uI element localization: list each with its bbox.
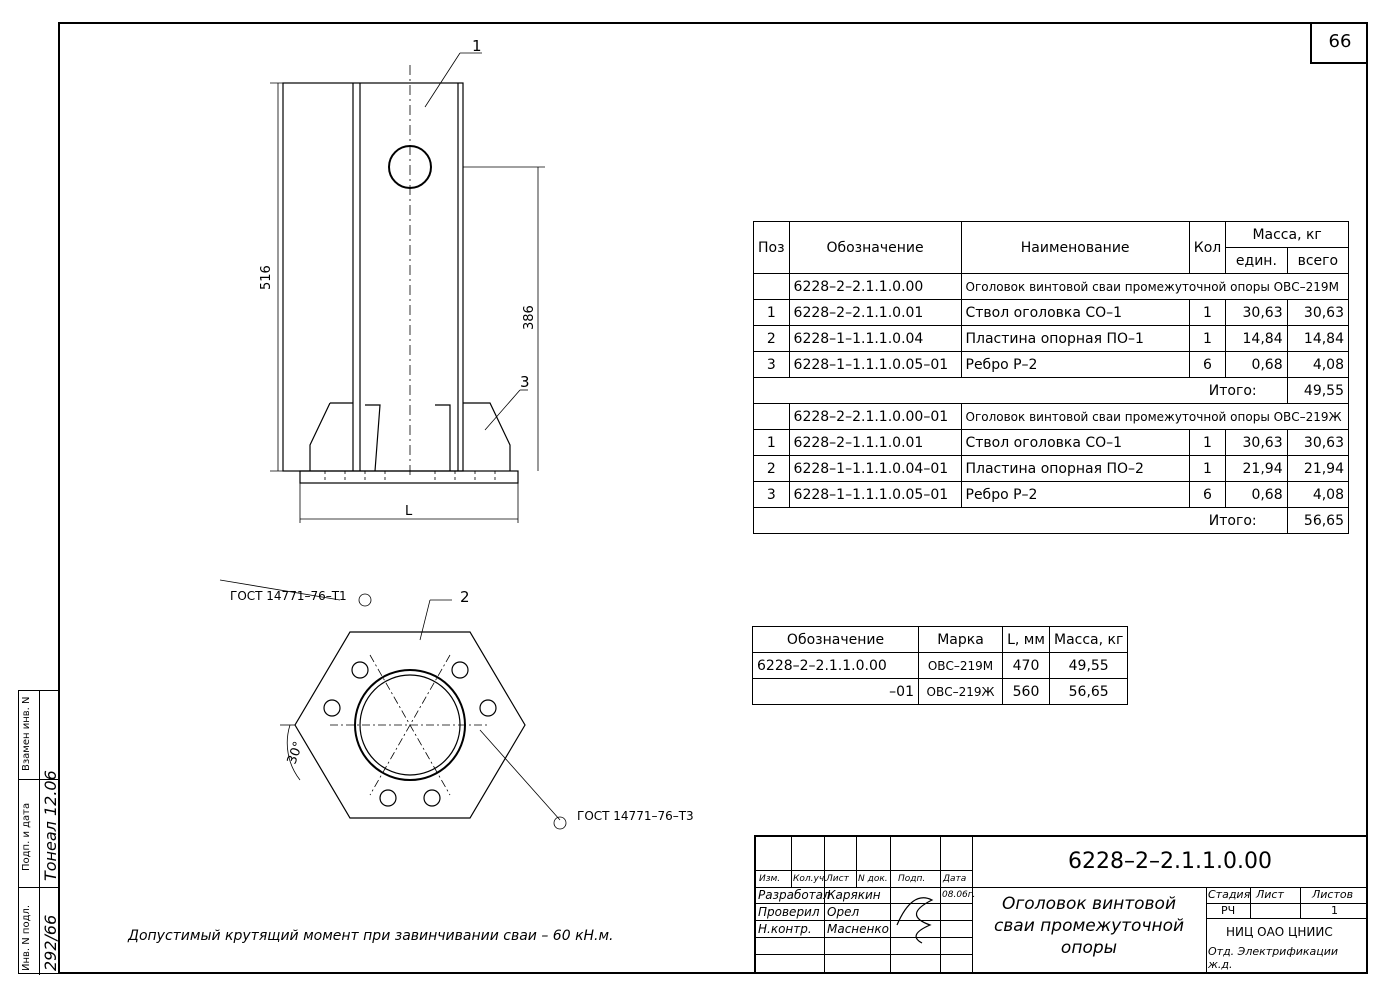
date-developer: 08.06г. [942, 890, 976, 900]
angle-label: 30° [284, 739, 307, 767]
table-row [754, 430, 1349, 456]
variant-header-mark: Марка [919, 627, 1003, 653]
inv-orig-label: Инв. N подл. [21, 904, 32, 971]
header-unit: един. [1226, 248, 1287, 274]
dim-386-label: 386 [522, 305, 537, 330]
row-designation: 6228–2–2.1.1.0.01 [789, 300, 961, 326]
name-developer: Карякин [827, 888, 881, 902]
row-total-mass: 21,94 [1287, 456, 1348, 482]
row-pos: 2 [754, 326, 790, 352]
header-name: Наименование [961, 222, 1189, 274]
row-qty: 1 [1189, 326, 1225, 352]
table-row [753, 653, 1128, 679]
group-1-total-row [754, 378, 1349, 404]
row-unit-mass: 0,68 [1226, 352, 1287, 378]
row-unit-mass: 21,94 [1226, 456, 1287, 482]
itogo-value: 49,55 [1287, 378, 1348, 404]
row-name: Ребро Р–2 [961, 352, 1189, 378]
itogo-label: Итого: [754, 378, 1288, 404]
role-developer: Разработал [758, 888, 831, 902]
row-name: Пластина опорная ПО–1 [961, 326, 1189, 352]
signatures [892, 885, 940, 945]
org-department: Отд. Электрификации ж.д. [1208, 945, 1339, 971]
col-kol: Кол.уч. [793, 874, 828, 884]
side-stamp [18, 690, 60, 974]
sheet-label: Лист [1256, 888, 1284, 901]
row-pos: 1 [754, 300, 790, 326]
row-designation: 6228–2–1.1.1.0.01 [789, 430, 961, 456]
row-designation: 6228–1–1.1.1.0.05–01 [789, 482, 961, 508]
variant-header-designation: Обозначение [753, 627, 919, 653]
row-name: Ствол оголовка СО–1 [961, 300, 1189, 326]
row-qty: 1 [1189, 430, 1225, 456]
row-unit-mass: 30,63 [1226, 300, 1287, 326]
plan-view-drawing [220, 580, 694, 840]
stage-label: Стадия [1208, 888, 1251, 901]
row-total-mass: 30,63 [1287, 430, 1348, 456]
doc-title-line: опоры [1060, 938, 1118, 958]
header-mass: Масса, кг [1226, 222, 1349, 248]
header-total: всего [1287, 248, 1348, 274]
group-2-designation: 6228–2–2.1.1.0.00–01 [789, 404, 961, 430]
gost-t3-label: ГОСТ 14771–76–Т3 [577, 809, 694, 823]
row-pos: 1 [754, 430, 790, 456]
table-row [754, 326, 1349, 352]
variant-header-L: L, мм [1003, 627, 1050, 653]
row-total-mass: 4,08 [1287, 352, 1348, 378]
doc-code: 6228–2–2.1.1.0.00 [1068, 849, 1272, 874]
row-unit-mass: 14,84 [1226, 326, 1287, 352]
table-row [753, 679, 1128, 705]
row-designation: 6228–1–1.1.1.0.04–01 [789, 456, 961, 482]
row-unit-mass: 0,68 [1226, 482, 1287, 508]
row-qty: 1 [1189, 300, 1225, 326]
row-qty: 6 [1189, 482, 1225, 508]
variant-mark: ОВС–219М [919, 653, 1003, 679]
doc-title-line: Оголовок винтовой [1001, 894, 1177, 914]
doc-title [974, 893, 1204, 959]
variant-mark: ОВС–219Ж [919, 679, 1003, 705]
inv-dup-label: Взамен инв. N [21, 696, 32, 771]
table-row [754, 456, 1349, 482]
row-name: Пластина опорная ПО–2 [961, 456, 1189, 482]
row-pos: 3 [754, 352, 790, 378]
header-designation: Обозначение [789, 222, 961, 274]
row-designation: 6228–1–1.1.1.0.05–01 [789, 352, 961, 378]
row-name: Ребро Р–2 [961, 482, 1189, 508]
row-total-mass: 14,84 [1287, 326, 1348, 352]
dim-L-label: L [405, 504, 413, 519]
sheets-label: Листов [1312, 888, 1354, 901]
variant-designation: 6228–2–2.1.1.0.00 [753, 653, 919, 679]
row-designation: 6228–1–1.1.1.0.04 [789, 326, 961, 352]
table-row [754, 482, 1349, 508]
variant-designation: –01 [753, 679, 919, 705]
role-checker: Проверил [758, 905, 820, 919]
row-name: Ствол оголовка СО–1 [961, 430, 1189, 456]
org-name: НИЦ ОАО ЦНИИС [1226, 925, 1333, 939]
doc-title-line: сваи промежуточной [993, 916, 1185, 936]
variant-table [752, 626, 1128, 705]
itogo-label: Итого: [754, 508, 1288, 534]
row-pos: 2 [754, 456, 790, 482]
role-normcontrol: Н.контр. [758, 922, 812, 936]
variant-L: 560 [1003, 679, 1050, 705]
pos-2-label: 2 [460, 588, 470, 606]
sign-date-label: Подп. и дата [21, 802, 32, 871]
row-pos: 3 [754, 482, 790, 508]
name-normcontrol: Масненко [827, 922, 889, 936]
name-checker: Орел [827, 905, 860, 919]
torque-note: Допустимый крутящий момент при завинчивании сваи – 60 кН.м. [128, 928, 614, 944]
row-qty: 1 [1189, 456, 1225, 482]
group-2-total-row [754, 508, 1349, 534]
variant-L: 470 [1003, 653, 1050, 679]
row-qty: 6 [1189, 352, 1225, 378]
row-total-mass: 4,08 [1287, 482, 1348, 508]
group-1-header [754, 274, 1349, 300]
col-list: Лист [826, 874, 849, 884]
row-unit-mass: 30,63 [1226, 430, 1287, 456]
col-izm: Изм. [759, 874, 781, 884]
itogo-value: 56,65 [1287, 508, 1348, 534]
inv-orig-value: 292/66 [41, 914, 60, 971]
gost-t1-label: ГОСТ 14771–76–Т1 [230, 589, 347, 603]
header-pos: Поз [754, 222, 790, 274]
page-number: 66 [1310, 22, 1368, 64]
header-qty: Кол [1189, 222, 1225, 274]
col-ndok: N док. [858, 874, 888, 884]
variant-mass: 49,55 [1050, 653, 1128, 679]
group-1-designation: 6228–2–2.1.1.0.00 [789, 274, 961, 300]
table-row [754, 352, 1349, 378]
pos-3-label: 3 [520, 373, 530, 391]
group-2-header [754, 404, 1349, 430]
stage-value: РЧ [1221, 904, 1236, 917]
pos-1-label: 1 [472, 37, 482, 55]
group-1-name: Оголовок винтовой сваи промежуточной опоры ОВС–219М [961, 274, 1349, 300]
title-block [754, 835, 1368, 974]
row-total-mass: 30,63 [1287, 300, 1348, 326]
side-view-drawing [250, 35, 570, 525]
variant-mass: 56,65 [1050, 679, 1128, 705]
col-data: Дата [943, 874, 967, 884]
sheets-value: 1 [1331, 904, 1338, 917]
variant-header-mass: Масса, кг [1050, 627, 1128, 653]
specification-table [753, 221, 1349, 534]
col-podp: Подп. [898, 874, 926, 884]
table-row [754, 300, 1349, 326]
dim-516-label: 516 [259, 265, 274, 290]
sign-date-value: Тонеал 12.06 [41, 770, 60, 881]
group-2-name: Оголовок винтовой сваи промежуточной опоры ОВС–219Ж [961, 404, 1349, 430]
